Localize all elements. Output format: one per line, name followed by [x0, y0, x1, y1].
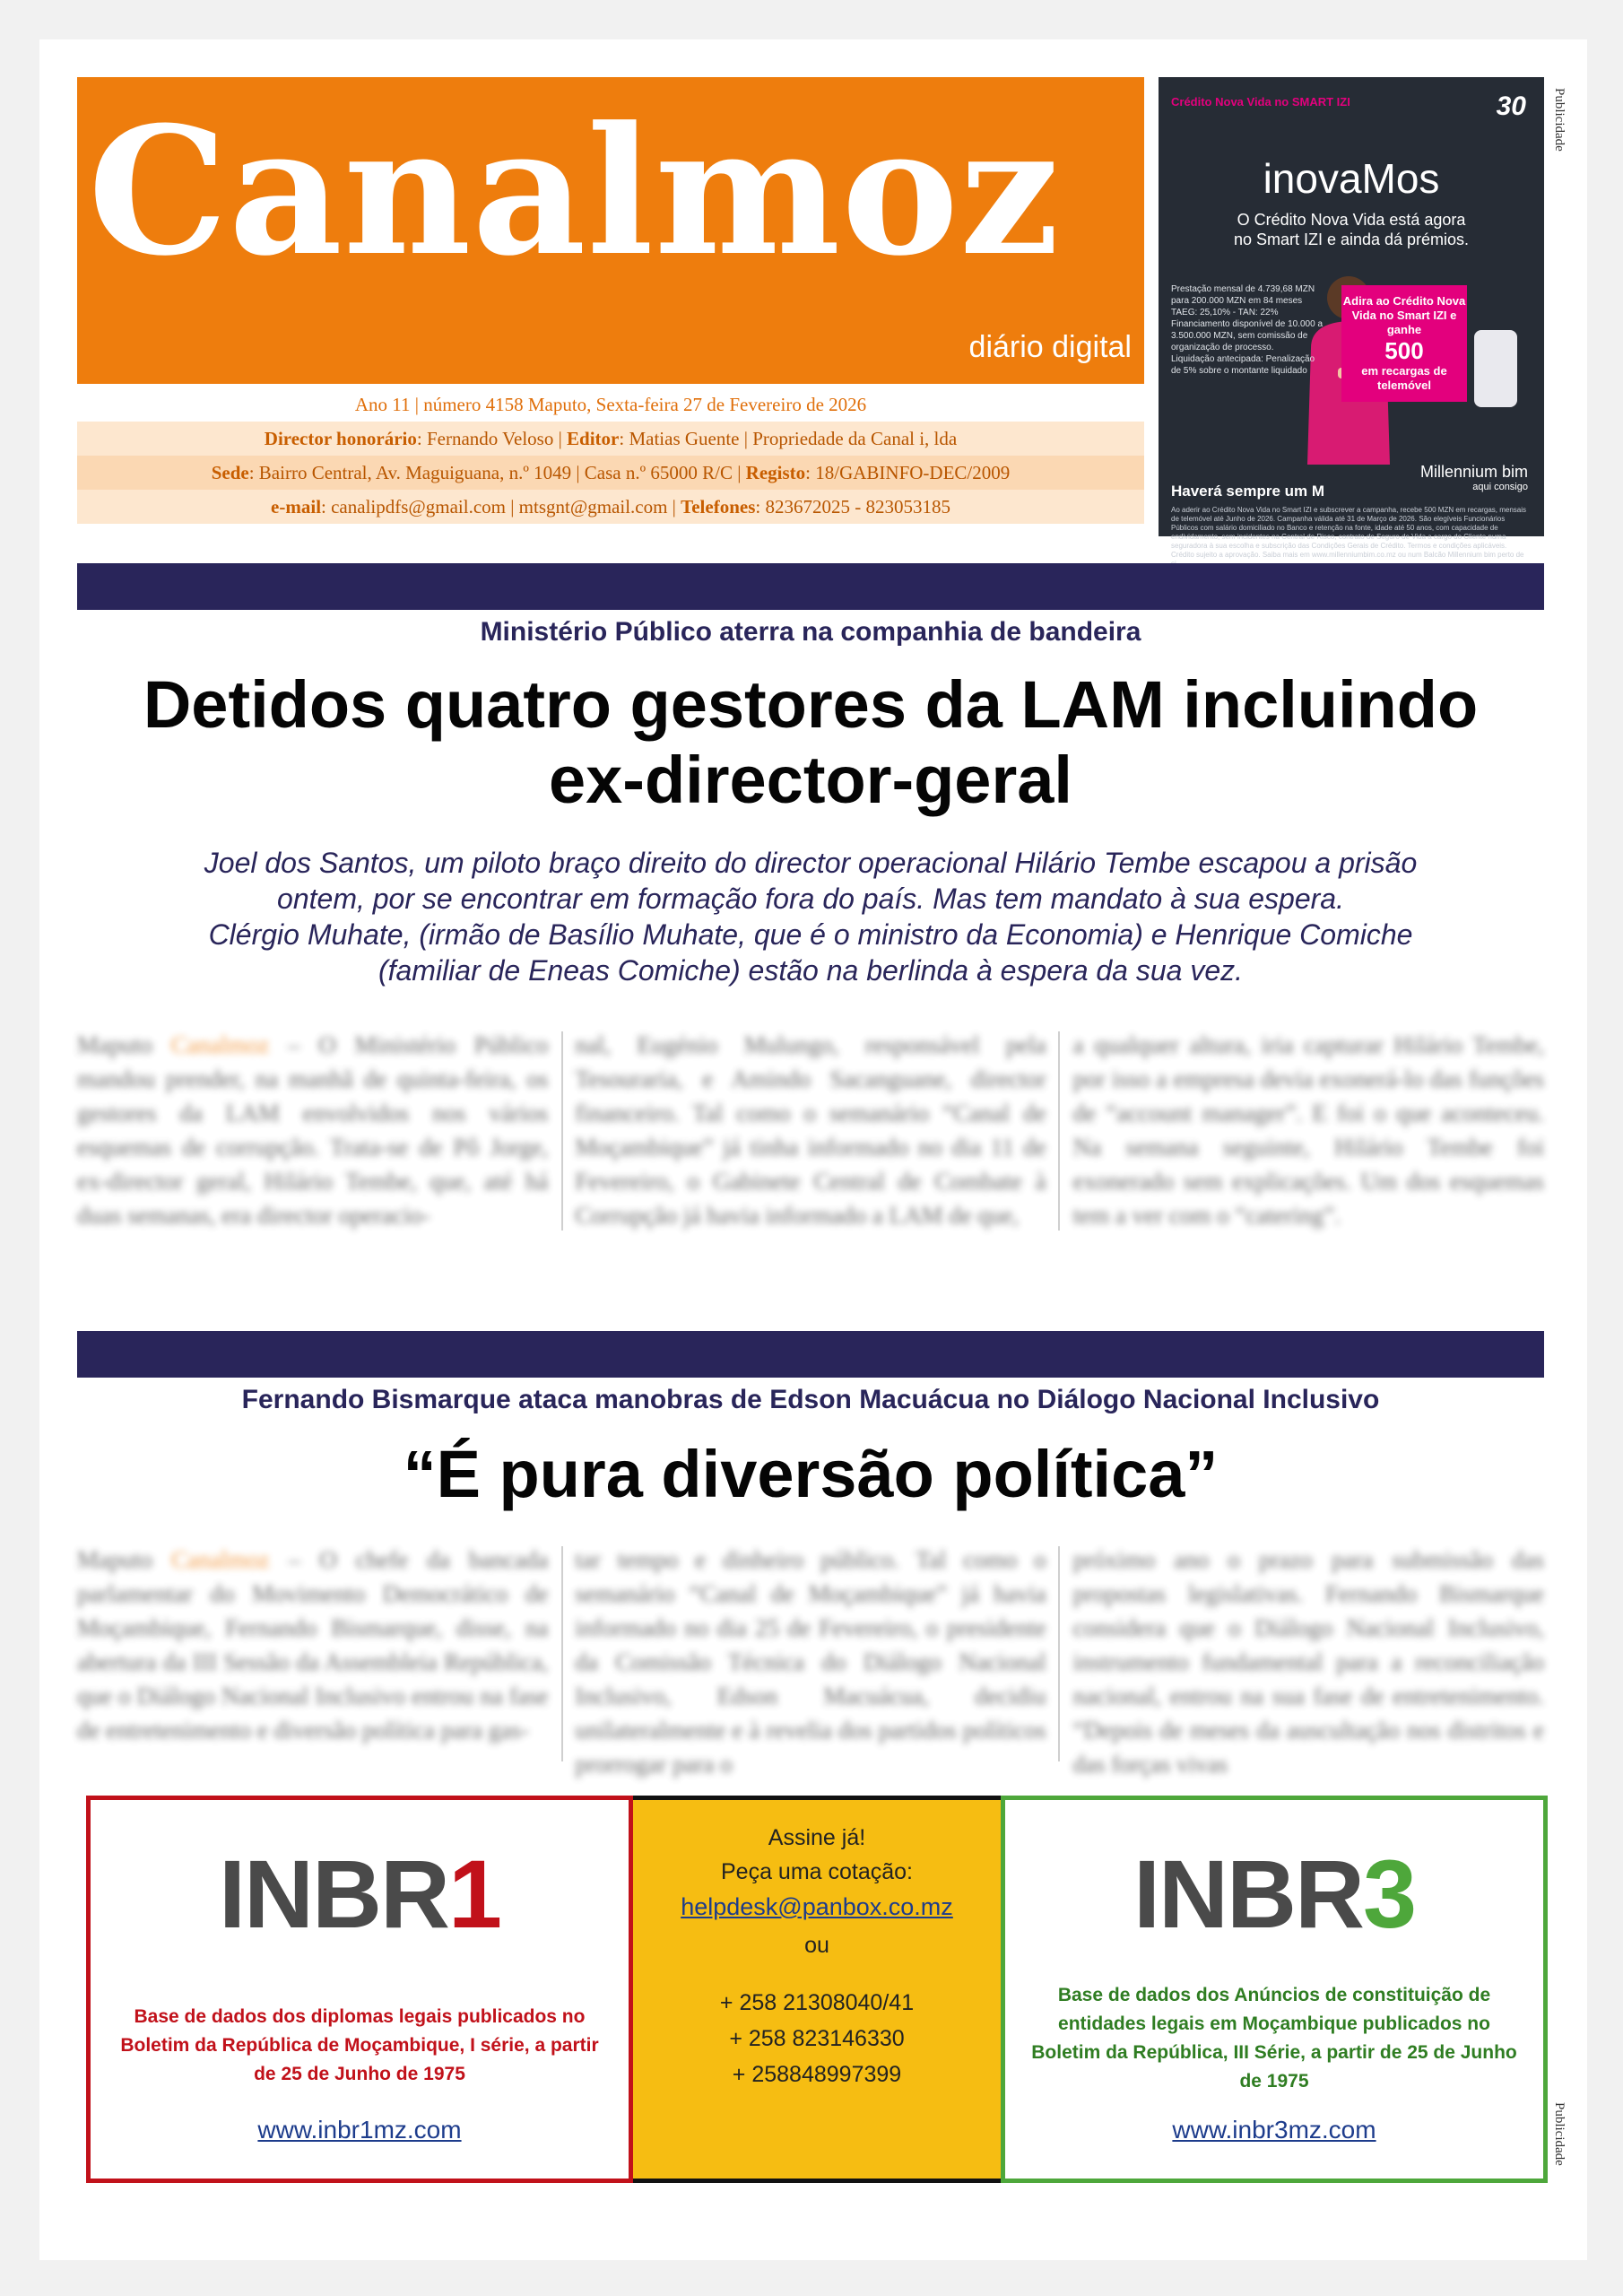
ad-promo-box	[1341, 285, 1467, 402]
phone-icon	[1474, 330, 1517, 407]
ad-terms-3: Financiamento disponível de 10.000 a 3.500.000 MZN, sem comissão de organização de processo.	[1171, 319, 1324, 352]
ad-headline-line2: no Smart IZI e ainda dá prémios.	[1233, 230, 1470, 248]
column-divider	[1058, 1546, 1060, 1761]
article1-lede-line2: ontem, por se encontrar em formação fora do país. Mas tem mandato à sua espera.	[277, 883, 1344, 915]
contact-line	[77, 490, 1144, 524]
article1-headline-line2: ex-director-geral	[549, 743, 1072, 817]
column-divider	[561, 1546, 563, 1761]
edition-line: Ano 11 | número 4158 Maputo, Sexta-feira 27 de Fevereiro de 2026	[354, 394, 867, 415]
column-text: – O chefe da bancada parlamentar do Movimento Democrático de Moçambique, Fernando Bismarque, disse, na abertura da III Sessão da Assembleia República, que o Diálogo Nacional Inclusivo entrou na fase de entretenimento e diversão política para gas-	[77, 1546, 549, 1744]
director-name: : Fernando Veloso |	[416, 428, 568, 449]
inbr1-advertisement[interactable]	[86, 1796, 633, 2183]
inbr3-description: Base de dados dos Anúncios de constituição de entidades legais em Moçambique publicados no Boletim da República, III Série, a partir de 25 de Junho de 1975	[1031, 1985, 1517, 2092]
inbr1-logo-number: 1	[447, 1839, 501, 1948]
ad-terms-1: Prestação mensal de 4.739,68 MZN para 200.000 MZN em 84 meses	[1171, 284, 1315, 306]
newspaper-logo: Canalmoz	[88, 89, 1061, 295]
ad-promo-detail: em recargas de telemóvel	[1361, 364, 1447, 392]
ad-footer-slogan: Haverá sempre um M	[1171, 483, 1325, 500]
bank-slogan: aqui consigo	[1472, 482, 1528, 492]
subscription-advertisement[interactable]	[633, 1796, 1001, 2183]
director-label: Director honorário	[264, 428, 417, 449]
article1-column-1	[77, 1028, 548, 1236]
article2-headline[interactable]: “É pura diversão política”	[403, 1437, 1219, 1511]
column-text: – O Ministério Público mandou prender, na manhã de quinta-feira, os gestores da LAM envolvidos nos vários esquemas de corrupção. Trata-se de Pô Jorge, ex-director geral, Hilário Tembe, que, até há duas semanas, era director operacio-	[77, 1031, 549, 1229]
bank-logo	[1420, 463, 1528, 492]
ad-fine-print: Ao aderir ao Crédito Nova Vida no Smart IZI e subscrever a campanha, recebe 500 MZN em recargas, mensais de telemóvel até Junho de 2026. Campanha válida até 31 de Março de 2026. São elegíveis Funcionários Públicos com salário domiciliado no Banco e retenção na fonte, idade até 50 anos, com capacidade de endividamento, sem incidentes na Central de Risco, contrato de Seguro de Vida a cargo do Cliente numa seguradora à sua escolha e subscrição das Condições Gerais de Crédito. Termos e condições aplicáveis. Crédito sujeito a aprovação. Saiba mais em www.millenniumbim.co.mz ou num Balcão Millennium bim perto de	[1171, 506, 1527, 559]
article2-column-2: tar tempo e dinheiro público. Tal como o semanário “Canal de Moçambique” já havia informado no dia 25 de Fevereiro, o presidente da Comissão Técnica do Diálogo Nacional Inclusivo, Edson Macuácua, decidiu unilateralmente e à revelia dos partidos políticos prorrogar para o	[575, 1546, 1046, 1778]
bottom-ad-side-label: Publicidade	[1552, 2102, 1567, 2166]
ad-promo-amount: 500	[1384, 337, 1424, 364]
inbr3-advertisement[interactable]	[1001, 1796, 1548, 2183]
dateline: Maputo	[77, 1031, 171, 1058]
registry-number: : 18/GABINFO-DEC/2009	[805, 462, 1011, 483]
ad-terms-4: Liquidação antecipada: Penalização de 5% sobre o montante liquidado	[1171, 354, 1315, 376]
article1-lede	[102, 845, 1519, 988]
dateline-source: Canalmoz	[171, 1546, 270, 1573]
ad-promo-text: Adira ao Crédito Nova Vida no Smart IZI e ganhe	[1342, 294, 1466, 336]
ad-terms-2: TAEG: 25,10% - TAN: 22%	[1171, 308, 1279, 317]
inbr1-logo	[91, 1838, 629, 1950]
editor-name: : Matias Guente | Propriedade da Canal i, lda	[619, 428, 958, 449]
masthead-info	[77, 387, 1144, 524]
article1-column-2: nal, Eugénio Mulungo, responsável pela Tesouraria, e Amindo Sacanguane, director financeiro. Tal como o semanário “Canal de Moçambique” já tinha informado no dia 11 de Fevereiro, o Gabinete Central de Combate à Corrupção já havia informado a LAM de que,	[575, 1031, 1046, 1229]
inbr1-description: Base de dados dos diplomas legais publicados no Boletim da República de Moçambique, I série, a partir de 25 de Junho de 1975	[120, 2006, 599, 2084]
dateline: Maputo	[77, 1546, 172, 1573]
column-divider	[561, 1031, 563, 1231]
bank-name: Millennium bim	[1419, 463, 1528, 481]
hq-address: : Bairro Central, Av. Maguiguana, n.º 1049 | Casa n.º 65000 R/C |	[248, 462, 746, 483]
subscribe-heading: Assine já!	[768, 1825, 866, 1850]
article1-headline-line1: Detidos quatro gestores da LAM incluindo	[143, 667, 1479, 742]
section-divider-bar	[77, 563, 1544, 610]
phones-label: Telefones	[681, 496, 756, 517]
ad-brand-title: inovaMos	[1263, 155, 1440, 202]
article2-column-1	[77, 1543, 548, 1763]
inbr3-logo	[1005, 1838, 1543, 1950]
section-divider-bar	[77, 1331, 1544, 1378]
editor-label: Editor	[567, 428, 620, 449]
inbr1-url-link[interactable]: www.inbr1mz.com	[257, 2116, 462, 2144]
phone-number-1: + 258 21308040/41	[719, 1990, 915, 2015]
newspaper-page	[39, 39, 1587, 2260]
ad-headline	[1159, 210, 1544, 249]
quote-request-text: Peça uma cotação:	[720, 1859, 913, 1884]
ad-anniversary-badge: 30	[1496, 91, 1526, 121]
helpdesk-email-link[interactable]: helpdesk@panbox.co.mz	[681, 1893, 953, 1920]
article1-lede-line3: Clérgio Muhate, (irmão de Basílio Muhate, que é o ministro da Economia) e Henrique Comiche	[208, 918, 1413, 951]
bank-advertisement[interactable]	[1159, 77, 1544, 559]
ad-label: Crédito Nova Vida no SMART IZI	[1171, 95, 1350, 109]
article2-body	[77, 1543, 1544, 1778]
article1-column-3: a qualquer altura, iria capturar Hilário Tembe, por isso a empresa devia exonerá-lo das funções de “account manager”. E foi o que aconteceu. Na semana seguinte, Hilário Tembe foi exonerado sem explicações. Um dos esquemas tem a ver com o “catering”.	[1072, 1031, 1544, 1229]
article2-column-3: próximo ano o prazo para submissão das propostas legislativas. Fernando Bismarque considera que o Diálogo Nacional Inclusivo, instrumento fundamental para a reconciliação nacional, entrou na sua fase de entretenimento. “Depois de meses da auscultação nos distritos e das forças vivas	[1072, 1546, 1544, 1778]
staff-line	[77, 422, 1144, 456]
article1-headline[interactable]	[77, 667, 1544, 818]
inbr3-logo-number: 3	[1362, 1839, 1416, 1948]
inbr1-logo-text: INBR	[218, 1839, 448, 1948]
phone-values: : 823672025 - 823053185	[755, 496, 950, 517]
or-text: ou	[804, 1933, 829, 1958]
email-values[interactable]: : canalipdfs@gmail.com | mtsgnt@gmail.com |	[321, 496, 681, 517]
article1-kicker: Ministério Público aterra na companhia de bandeira	[480, 617, 1141, 647]
phone-number-3: + 258848997399	[732, 2062, 902, 2087]
column-divider	[1058, 1031, 1060, 1231]
email-label: e-mail	[271, 496, 322, 517]
phone-number-2: + 258 823146330	[729, 2026, 905, 2051]
dateline-source: Canalmoz	[170, 1031, 270, 1058]
article2-kicker: Fernando Bismarque ataca manobras de Edson Macuácua no Diálogo Nacional Inclusivo	[241, 1385, 1380, 1414]
masthead-banner	[77, 77, 1144, 384]
newspaper-tagline: diário digital	[968, 330, 1132, 364]
article1-lede-line4: (familiar de Eneas Comiche) estão na berlinda à espera da sua vez.	[378, 954, 1244, 987]
registry-label: Registo	[745, 462, 806, 483]
inbr3-url-link[interactable]: www.inbr3mz.com	[1172, 2116, 1376, 2144]
article1-body	[77, 1028, 1544, 1236]
ad-side-label: Publicidade	[1552, 88, 1567, 152]
ad-terms	[1171, 283, 1324, 377]
masthead	[77, 77, 1144, 517]
ad-headline-line1: O Crédito Nova Vida está agora	[1237, 211, 1466, 229]
inbr3-logo-text: INBR	[1133, 1839, 1363, 1948]
article1-lede-line1: Joel dos Santos, um piloto braço direito do director operacional Hilário Tembe escapou a prisão	[204, 847, 1418, 879]
headquarters-line	[77, 456, 1144, 490]
hq-label: Sede	[211, 462, 249, 483]
